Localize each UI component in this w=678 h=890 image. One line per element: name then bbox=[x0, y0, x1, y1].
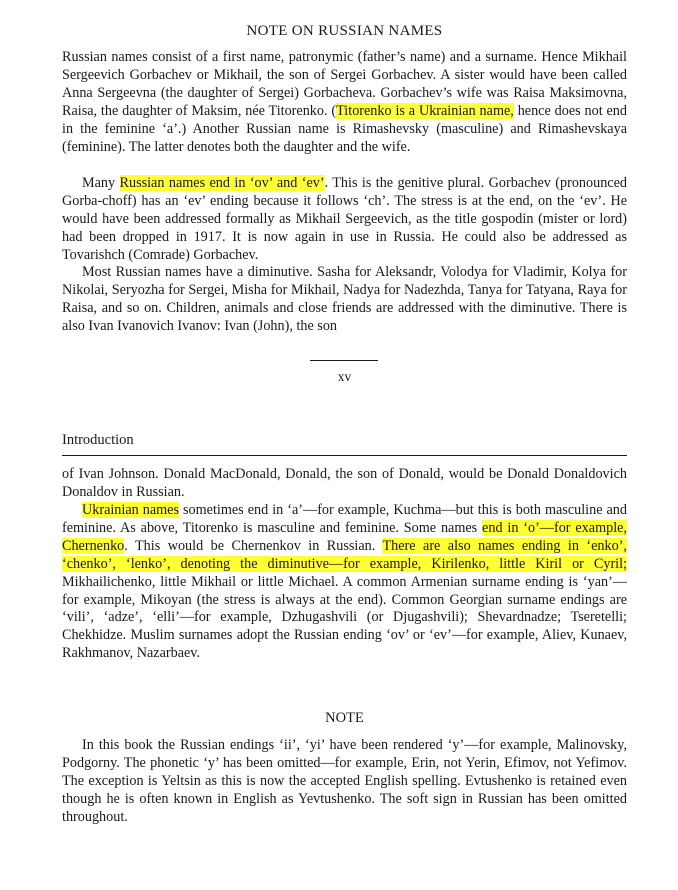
page-number: xv bbox=[337, 369, 352, 384]
header-rule bbox=[62, 455, 627, 456]
paragraph-5-text-a: sometimes end in ‘a’—for example, Kuchma—but this is both masculine and feminine. As above, Titorenko is masculine and feminine. Some names bbox=[62, 502, 627, 536]
note-paragraph: In this book the Russian endings ‘ii’, ‘yi’ have been rendered ‘y’—for example, Malinovsky, Podgorny. The phonetic ‘y’ has been omitted—for example, Erin, not Yerin, Efimov, not Yefimov. The exception is Yeltsin as this is now the accepted English spelling. Evtushenko is retained even though he is often known in English as Yevtushenko. The soft sign in Russian has been omitted throughout. bbox=[62, 737, 627, 825]
paragraph-1-text-b: hence does not end in the feminine ‘a’.) Another Russian name is Rimashevsky (masculine) and Rimashevskaya (feminine). The latter denotes both the daughter and the wife. bbox=[62, 102, 627, 155]
paragraph-5-text-b: . This would be Chernenkov in Russian. bbox=[124, 537, 383, 554]
paragraph-2-text-a: Many bbox=[82, 175, 120, 191]
paragraph-2 bbox=[62, 175, 627, 265]
section-title: NOTE ON RUSSIAN NAMES bbox=[246, 23, 443, 39]
highlight-enko-endings: There are also names ending in ‘enko’, ‘chenko’, ‘lenko’, denoting the diminutive—for example, Kirilenko, little Kiril or Cyril; bbox=[62, 537, 627, 572]
paragraph-3: Most Russian names have a diminutive. Sasha for Aleksandr, Volodya for Vladimir, Kolya for Nikolai, Seryozha for Sergei, Misha for Mikhail, Nadya for Nadezhda, Tanya for Tatyana, Raya for Raisa, and so on. Children, animals and close friends are addressed with the diminutive. There is also Ivan Ivanovich Ivanov: Ivan (John), the son bbox=[62, 264, 627, 334]
highlight-chernenko: end in ‘o’—for example, Chernenko bbox=[62, 519, 627, 554]
running-head: Introduction bbox=[62, 432, 134, 448]
highlight-ukrainian-names: Ukrainian names bbox=[82, 502, 179, 518]
note-heading: NOTE bbox=[325, 710, 364, 726]
highlight-ov-ev: Russian names end in ‘ov’ and ‘ev’ bbox=[119, 175, 325, 191]
paragraph-1-text-a: Russian names consist of a first name, patronymic (father’s name) and a surname. Hence Mikhail Sergeevich Gorbachev or Mikhail, the son of Sergei Gorbachev. A sister would have been called Anna Sergeevna (the daughter of Sergei) Gorbacheva. Gorbachev’s wife was Raisa Maksimovna, Raisa, the daughter of Maksim, née Titorenko. ( bbox=[62, 49, 627, 119]
paragraph-5-text-c: Mikhailichenko, little Mikhail or little Michael. A common Armenian surname ending is ‘yan’—for example, Mikoyan (the stress is always at the end). Common Georgian surname endings are ‘vili’, ‘adze’, ‘elli’—for example, Dzhugashvili (or Djugashvili); Shevardnadze; Tseretelli; Chekhidze. Muslim surnames adopt the Russian ending ‘ov’ or ‘ev’—for example, Aliev, Kunaev, Rakhmanov, Nazarbaev. bbox=[62, 573, 627, 662]
highlight-titorenko: Titorenko is a Ukrainian name, bbox=[336, 102, 514, 119]
paragraph-5 bbox=[62, 502, 627, 663]
paragraph-4: of Ivan Johnson. Donald MacDonald, Donald, the son of Donald, would be Donald Donaldovich Donaldov in Russian. bbox=[62, 466, 627, 500]
page-rule bbox=[310, 360, 378, 361]
paragraph-2-text-b: . This is the genitive plural. Gorbachev (pronounced Gorba-choff) has an ‘ev’ ending because it follows ‘ch’. The stress is at the end, on the ‘ev’. He would have been addressed formally as Mikhail Sergeevich, as the title gospodin (mister or lord) had been dropped in 1917. It is now again in use in Russia. He could also be addressed as Tovarishch (Comrade) Gorbachev. bbox=[62, 175, 627, 263]
paragraph-1 bbox=[62, 49, 627, 156]
